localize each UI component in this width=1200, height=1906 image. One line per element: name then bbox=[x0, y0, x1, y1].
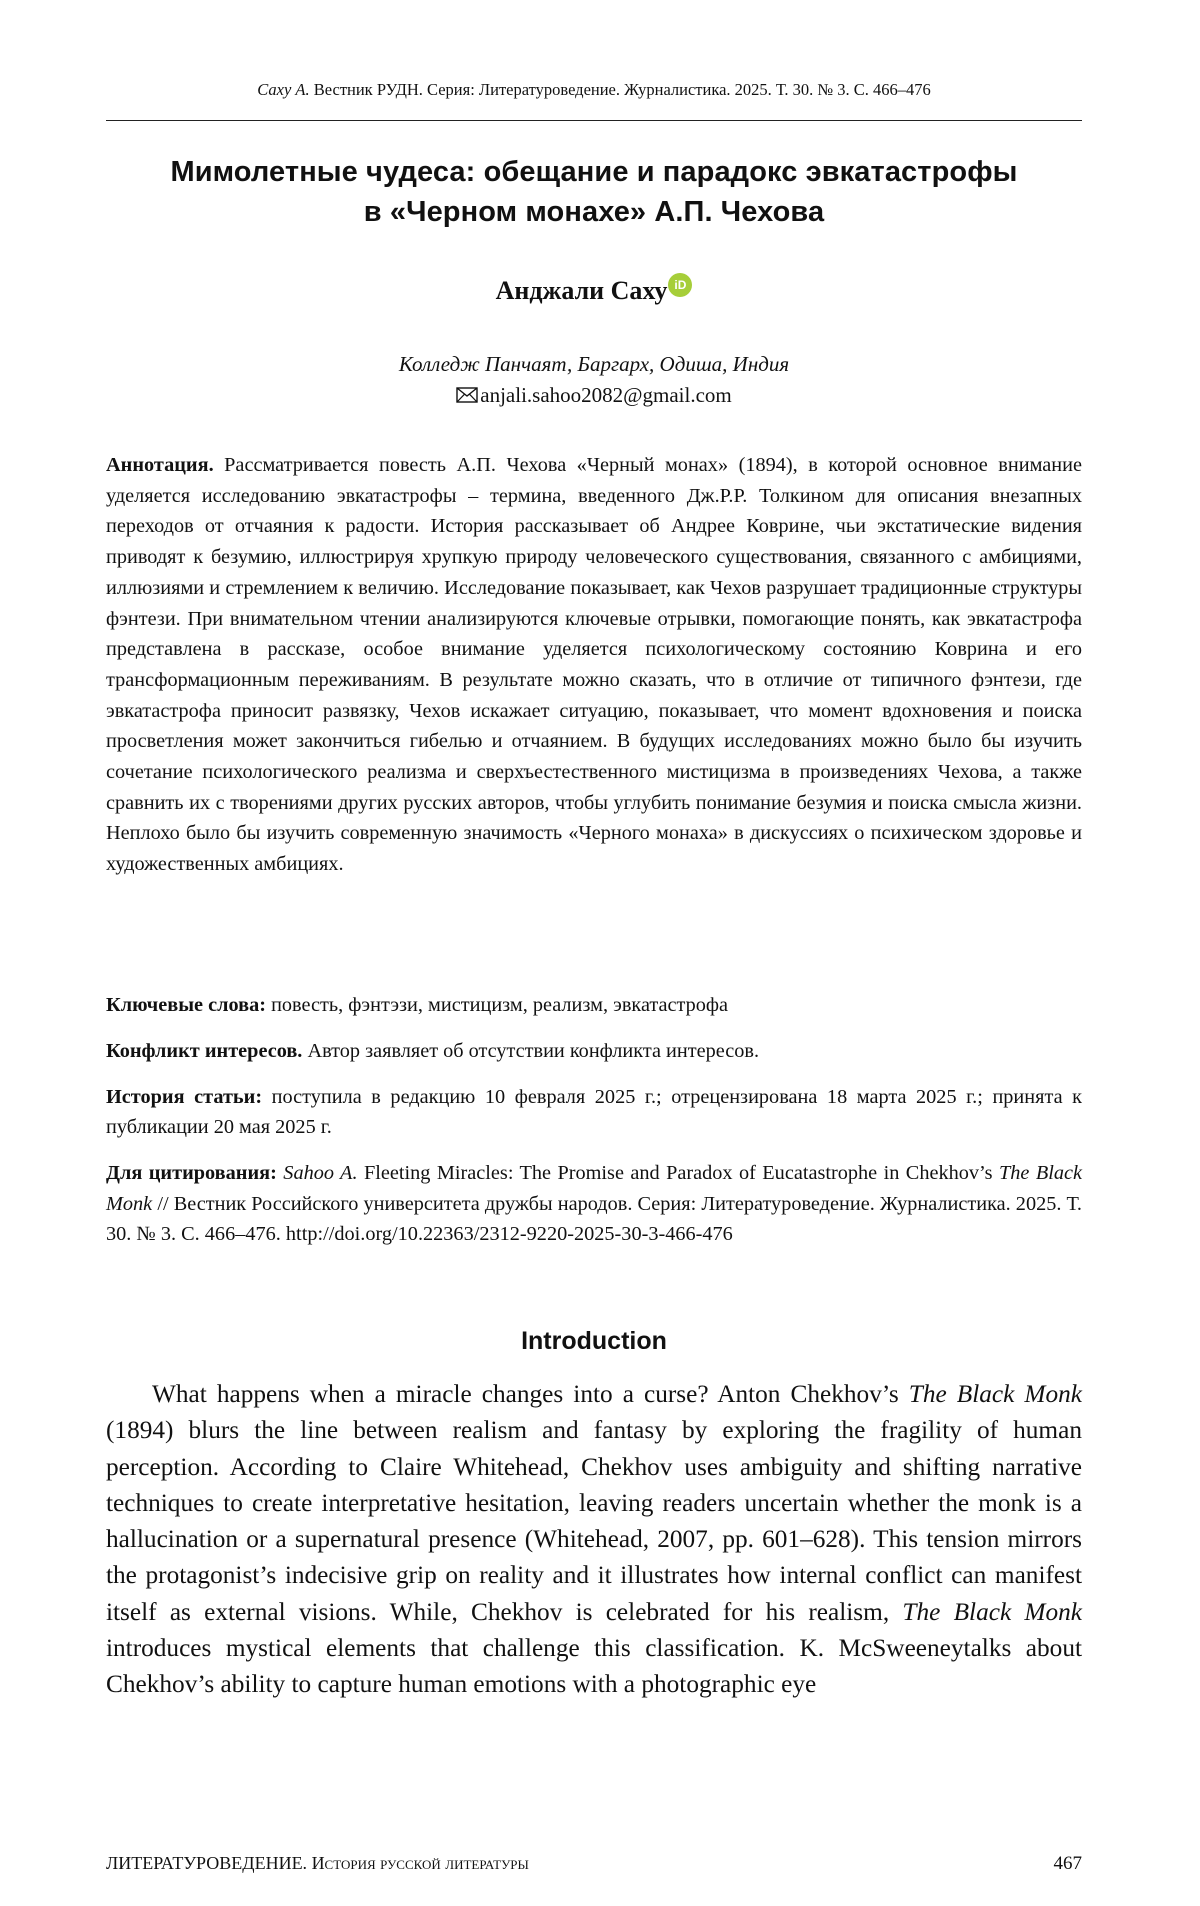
title-line-2: в «Черном монахе» А.П. Чехова bbox=[363, 196, 825, 228]
header-rule bbox=[106, 120, 1082, 121]
abstract-text: Рассматривается повесть А.П. Чехова «Черный монах» (1894), в которой основное внимание уделяется исследованию эвкатастрофы – термина, введенного Дж.Р.Р. Толкином для описания внезапных переходов от отчаяния к радости. История рассказывает об Андрее Коврине, чьи экстатические видения приводят к безумию, иллюстрируя хрупкую природу человеческого существования, связанного с амбициями, иллюзиями и стремлением к величию. Исследование показывает, как Чехов разрушает традиционные структуры фэнтези. При внимательном чтении анализируются ключевые отрывки, помогающие понять, как эвкатастрофа представлена в рассказе, особое внимание уделяется психологическому состоянию Коврина и его трансформационным переживаниям. В результате можно сказать, что в отличие от типичного фэнтези, где эвкатастрофа приносит развязку, Чехов искажает ситуацию, показывает, что момент вдохновения и поиска просветления может закончиться гибелью и отчаянием. В будущих исследованиях можно было бы изучить сочетание психологического реализма и сверхъестественного мистицизма в произведениях Чехова, а также сравнить их с творениями других русских авторов, чтобы углубить понимание безумия и поиска смысла жизни. Неплохо было бы изучить современную значимость «Черного монаха» в дискуссиях о психическом здоровье и художественных амбициях. bbox=[106, 454, 1082, 876]
running-head-journal: Вестник РУДН. Серия: Литературоведение. Журналистика. 2025. Т. 30. № 3. С. 466–476 bbox=[313, 80, 931, 99]
author-name: Анджали Саху bbox=[495, 276, 668, 305]
keywords-label: Ключевые слова: bbox=[106, 994, 266, 1016]
email-link[interactable]: anjali.sahoo2082@gmail.com bbox=[480, 383, 732, 407]
email-line bbox=[106, 383, 1082, 408]
citation-author: Sahoo A. bbox=[283, 1162, 358, 1184]
citation-part-2: // Вестник Российского университета дружбы народов. Серия: Литературоведение. Журналистика. 2025. Т. 30. № 3. С. 466–476. http://doi.org/10.22363/2312-9220-2025-30-3-466-476 bbox=[106, 1192, 1082, 1245]
conflict-of-interest bbox=[106, 1036, 1082, 1066]
orcid-icon[interactable]: iD bbox=[668, 273, 692, 297]
envelope-icon bbox=[456, 387, 478, 403]
footer-section bbox=[106, 1853, 529, 1874]
running-head bbox=[106, 80, 1082, 100]
intro-sentence-1: What happens when a miracle changes into a curse? Anton Chekhov’s bbox=[152, 1380, 899, 1408]
keywords bbox=[106, 990, 1082, 1020]
abstract-label: Аннотация. bbox=[106, 454, 214, 476]
intro-sentence-3: introduces mystical elements that challenge this classification. K. McSweeneytalks about Chekhov’s ability to capture human emotions with a photographic eye bbox=[106, 1634, 1082, 1699]
footer-section-sub: История русской литературы bbox=[311, 1853, 529, 1873]
title-line-1: Мимолетные чудеса: обещание и парадокс эвкатастрофы bbox=[170, 156, 1018, 188]
citation-label: Для цитирования: bbox=[106, 1162, 277, 1184]
author-line bbox=[106, 273, 1082, 306]
history-text: поступила в редакцию 10 февраля 2025 г.; отрецензирована 18 марта 2025 г.; принята к публикации 20 мая 2025 г. bbox=[106, 1086, 1083, 1138]
citation-part-1: Fleeting Miracles: The Promise and Paradox of Eucatastrophe in Chekhov’s bbox=[363, 1162, 993, 1184]
intro-sentence-2: (1894) blurs the line between realism and fantasy by exploring the fragility of human perception. According to Claire Whitehead, Chekhov uses ambiguity and shifting narrative techniques to create interpretative hesitation, leaving readers uncertain whether the monk is a hallucination or a supernatural presence (Whitehead, 2007, pp. 601–628). This tension mirrors the protagonist’s indecisive grip on reality and it illustrates how internal conflict can manifest itself as external visions. While, Chekhov is celebrated for his realism, bbox=[106, 1416, 1082, 1626]
history-label: История статьи: bbox=[106, 1086, 263, 1108]
conflict-text: Автор заявляет об отсутствии конфликта интересов. bbox=[307, 1040, 760, 1062]
keywords-text: повесть, фэнтэзи, мистицизм, реализм, эвкатастрофа bbox=[271, 994, 729, 1016]
conflict-label: Конфликт интересов. bbox=[106, 1040, 303, 1062]
intro-work-title-1: The Black Monk bbox=[908, 1380, 1083, 1408]
introduction-heading: Introduction bbox=[521, 1327, 667, 1355]
introduction-paragraph bbox=[106, 1376, 1082, 1703]
intro-work-title-2: The Black Monk bbox=[902, 1597, 1083, 1626]
citation-work-title: The Black Monk bbox=[106, 1162, 1082, 1215]
footer-section-main: ЛИТЕРАТУРОВЕДЕНИЕ. bbox=[106, 1853, 312, 1873]
abstract bbox=[106, 450, 1082, 880]
affiliation: Колледж Панчаят, Баргарх, Одиша, Индия bbox=[398, 352, 790, 376]
citation bbox=[106, 1158, 1082, 1250]
page-number: 467 bbox=[1053, 1853, 1082, 1874]
article-title bbox=[106, 152, 1082, 232]
article-history bbox=[106, 1082, 1082, 1142]
running-head-author: Саху А. bbox=[257, 80, 310, 99]
